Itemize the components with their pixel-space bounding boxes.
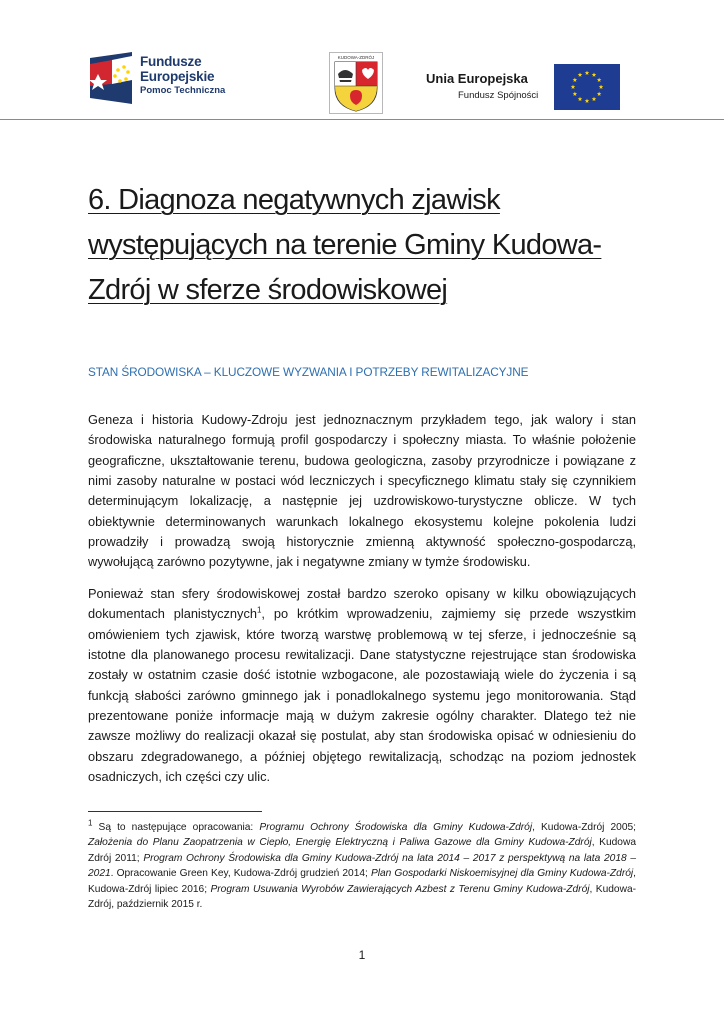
paragraph-2-part-a: Ponieważ stan sfery środowiskowej został bardzo szeroko opisany w kilku obowiązujących dokumentach planistycznych [88, 586, 636, 622]
footnote-reference[interactable]: 1 [256, 606, 262, 616]
footnote-text-3: , Kudowa Zdrój 2011; [88, 837, 636, 864]
fe-line-3: Pomoc Techniczna [140, 85, 226, 96]
fundusze-europejskie-text [140, 54, 225, 98]
fundusze-europejskie-logo [88, 50, 238, 106]
footnote-title-4: Plan Gospodarki Niskoemisyjnej dla Gminy Kudowa-Zdrój [370, 868, 634, 880]
footnote-title-1: Programu Ochrony Środowiska dla Gminy Kudowa-Zdrój [259, 822, 533, 833]
header-divider [0, 119, 724, 120]
paragraph-2 [88, 584, 636, 787]
kudowa-zdroj-crest-icon [329, 52, 383, 114]
page-title: 6. Diagnoza negatywnych zjawisk występujących na terenie Gminy Kudowa-Zdrój w sferze środowiskowej [88, 184, 602, 306]
footnote-title-2: Założenia do Planu Zaopatrzenia w Ciepło, Energię Elektryczną i Paliwa Gazowe dla Gminy Kudowa-Zdrój [88, 837, 592, 849]
footnote-title-3: Program Ochrony Środowiska dla Gminy Kudowa-Zdrój na lata 2014 – 2017 z perspektywą na lata 2018 – 2021 [88, 852, 636, 880]
crest-label: KUDOWA-ZDRÓJ [337, 55, 375, 60]
page-number: 1 [358, 948, 366, 962]
fundusze-europejskie-flag-icon [88, 50, 136, 106]
page-header [0, 0, 724, 122]
footnote-text-4: . Opracowanie Green Key, Kudowa-Zdrój grudzień 2014; [110, 868, 371, 880]
fe-line-2: Europejskie [140, 69, 215, 84]
footnote-1 [88, 820, 636, 912]
footnote-text-2: , Kudowa-Zdrój 2005; [532, 822, 636, 833]
footnote-divider [88, 811, 262, 812]
footnote-number: 1 [88, 818, 93, 828]
footnote-text-5: , Kudowa-Zdrój lipiec 2016; [88, 868, 636, 895]
footnote-title-5: Program Usuwania Wyrobów Zawierających Azbest z Terenu Gminy Kudowa-Zdrój [210, 883, 590, 895]
footnote-text-1: Są to następujące opracowania: [92, 822, 260, 833]
section-subtitle: STAN ŚRODOWISKA – KLUCZOWE WYZWANIA I POTRZEBY REWITALIZACYJNE [88, 365, 529, 379]
eu-name: Unia Europejska [426, 71, 528, 86]
paragraph-1: Geneza i historia Kudowy-Zdroju jest jednoznacznym przykładem tego, jak walory i stan środowiska naturalnego formują profil gospodarczy i społeczny miasta. To właśnie położenie geograficzne, ukształtowanie terenu, budowa geologiczna, zasoby przyrodnicze i powiązane z nimi zasoby naturalne w postaci wód leczniczych i specyficznego klimatu stały się czynnikiem determinującym lokalizację, a następnie jej uzdrowiskowo-turystyczne oblicze. W tych obiektywnie determinowanych warunkach lokalnego ekosystemu kolejne pokolenia ludzi prowadziły i prowadzą swoją historycznie zmienną aktywność społeczno-gospodarczą, wywołującą zarówno pozytywne, jak i negatywne zmiany w tymże środowisku. [88, 412, 636, 570]
eu-flag-icon [554, 64, 620, 110]
footnote-text-6: , Kudowa-Zdrój, październik 2015 r. [88, 883, 637, 911]
unia-europejska-logo [420, 64, 624, 110]
eu-fund-name: Fundusz Spójności [458, 90, 539, 101]
paragraph-2-part-b: , po krótkim wprowadzeniu, zajmiemy się przede wszystkim omówieniem tych zjawisk, które tworzą warstwę problemową w tej sferze, i jednocześnie są istotne dla planowanego procesu rewitalizacji. Dane statystyczne rejestrujące stan środowiska zostały w ostatnim czasie dość istotnie wzbogacone, ale pozostawiają wiele do życzenia i są funkcją słabości zarówno gminnego jak i ponadlokalnego systemu jego monitorowania. Stąd prezentowane poniże informacje mają w dużym zakresie ogólny charakter. Dlatego też nie zawsze możliwy do realizacji okazał się postulat, aby stan środowiska opisać w odniesieniu do obszaru zdegradowanego, a później objętego rewitalizacją, schodząc na poziom jednostek osadniczych, ich części czy ulic. [88, 606, 636, 785]
fe-line-1: Fundusze [140, 54, 202, 69]
